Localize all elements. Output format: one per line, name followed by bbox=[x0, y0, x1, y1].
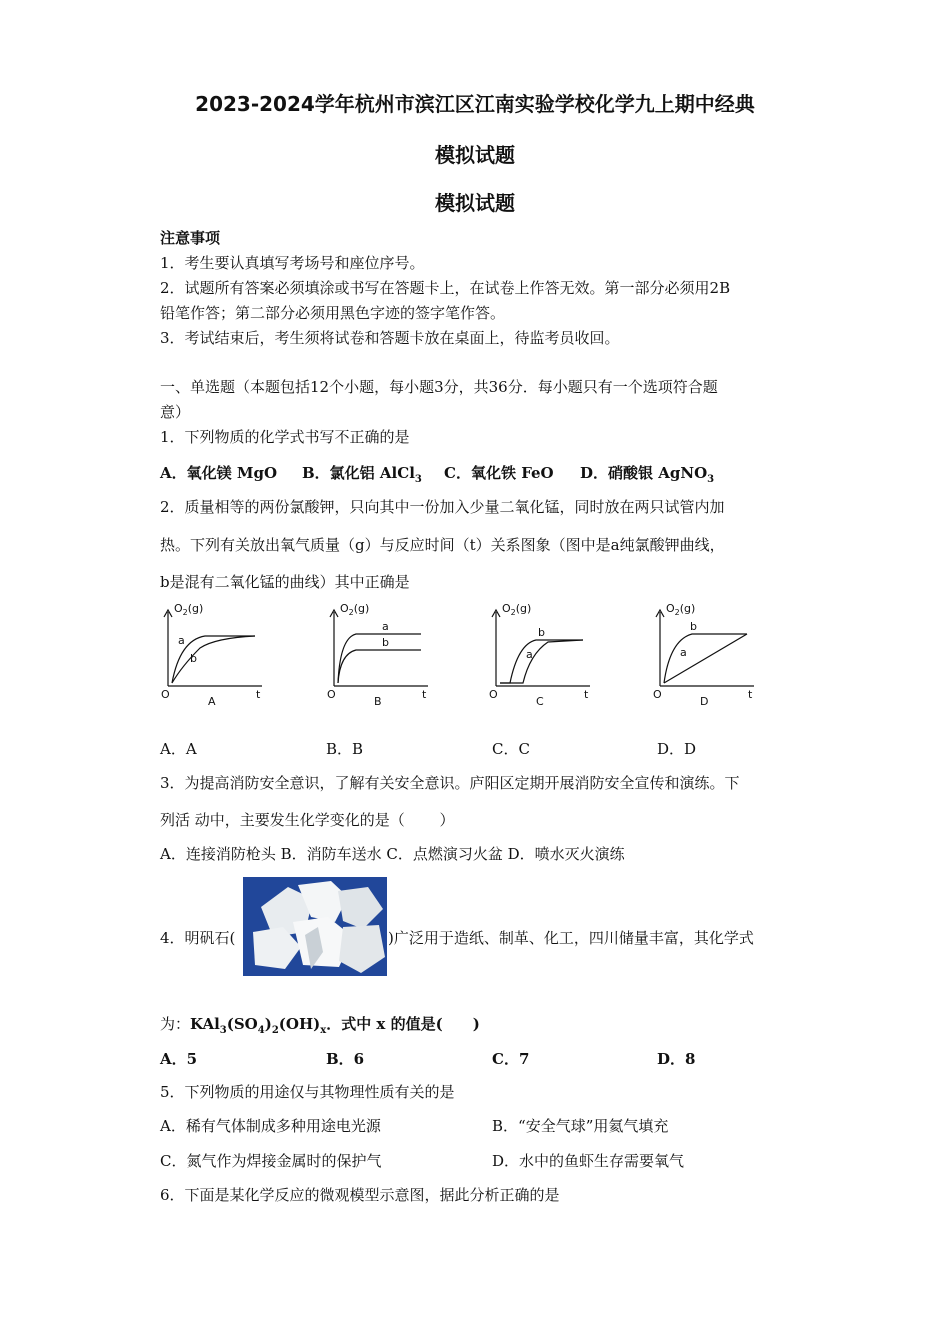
q6-stem: 6．下面是某化学反应的微观模型示意图，据此分析正确的是 bbox=[160, 1186, 560, 1204]
q2-option-a: A．A bbox=[160, 740, 197, 758]
y-axis-label: $O_2(g)$ bbox=[174, 602, 204, 617]
curve-a-label: a bbox=[526, 648, 533, 661]
y-axis-label: $O_2(g)$ bbox=[502, 602, 532, 617]
document-title-line2: 模拟试题 bbox=[435, 143, 515, 167]
x-axis-label: t bbox=[584, 688, 589, 701]
curve-a-label: a bbox=[382, 620, 389, 633]
notice-item: 3．考试结束后，考生须将试卷和答题卡放在桌面上，待监考员收回。 bbox=[160, 329, 620, 347]
curve-b-label: b bbox=[382, 636, 389, 649]
x-axis-label: t bbox=[256, 688, 261, 701]
q4-stem-right: )广泛用于造纸、制革、化工，四川储量丰富，其化学式 bbox=[388, 929, 754, 947]
q2-graph-a bbox=[160, 598, 270, 712]
notice-item: 1．考生要认真填写考场号和座位序号。 bbox=[160, 254, 425, 272]
section-heading: 一、单选题（本题包括12个小题，每小题3分，共36分．每小题只有一个选项符合题 bbox=[160, 378, 718, 396]
notice-heading: 注意事项 bbox=[160, 229, 221, 247]
document-title-line1: 2023-2024学年杭州市滨江区江南实验学校化学九上期中经典 bbox=[195, 92, 755, 116]
curve-b-label: b bbox=[538, 626, 545, 639]
origin-label: O bbox=[489, 688, 498, 701]
section-heading-cont: 意） bbox=[160, 403, 191, 421]
curve-a-label: a bbox=[680, 646, 687, 659]
q5-option-b: B．“安全气球”用氦气填充 bbox=[492, 1117, 669, 1135]
notice-item: 2．试题所有答案必须填涂或书写在答题卡上，在试卷上作答无效。第一部分必须用2B bbox=[160, 279, 731, 297]
q4-option-b: B．6 bbox=[326, 1050, 365, 1068]
q5-option-d: D．水中的鱼虾生存需要氧气 bbox=[492, 1152, 685, 1170]
q1-stem: 1．下列物质的化学式书写不正确的是 bbox=[160, 428, 410, 446]
q2-graph-d bbox=[652, 598, 762, 712]
graph-caption: A bbox=[208, 695, 216, 708]
origin-label: O bbox=[653, 688, 662, 701]
curve-a bbox=[664, 634, 747, 683]
origin-label: O bbox=[161, 688, 170, 701]
x-axis-label: t bbox=[748, 688, 753, 701]
y-axis-label: $O_2(g)$ bbox=[666, 602, 696, 617]
curve-b-label: b bbox=[690, 620, 697, 633]
q5-option-a: A．稀有气体制成多种用途电光源 bbox=[160, 1117, 381, 1135]
curve-a bbox=[338, 634, 421, 683]
q1-option-a: A．氧化镁 MgO bbox=[160, 464, 278, 482]
y-axis-label: $O_2(g)$ bbox=[340, 602, 370, 617]
document-subtitle: 模拟试题 bbox=[435, 191, 515, 215]
origin-label: O bbox=[327, 688, 336, 701]
x-axis-label: t bbox=[422, 688, 427, 701]
q5-option-c: C．氮气作为焊接金属时的保护气 bbox=[160, 1152, 382, 1170]
q1-option-d: D．硝酸银 AgNO$_3$ bbox=[580, 464, 715, 485]
alunite-photo bbox=[243, 877, 387, 976]
graph-caption: B bbox=[374, 695, 382, 708]
q2-graph-b bbox=[326, 598, 436, 712]
q4-option-d: D．8 bbox=[657, 1050, 696, 1068]
q2-option-d: D．D bbox=[657, 740, 697, 758]
q1-option-c: C．氧化铁 FeO bbox=[444, 464, 554, 482]
q4-stem-left: 4．明矾石( bbox=[160, 929, 236, 947]
notice-item: 铅笔作答；第二部分必须用黑色字迹的签字笔作答。 bbox=[160, 304, 506, 322]
q1-option-b: B．氯化铝 AlCl$_3$ bbox=[302, 464, 422, 485]
q4-formula-line: 为：$KAl_3(SO_4)_2(OH)_x$．式中 x 的值是( ) bbox=[160, 1015, 480, 1036]
q3-stem: 3．为提高消防安全意识，了解有关安全意识。庐阳区定期开展消防安全宣传和演练。下 bbox=[160, 774, 740, 792]
curve-a-label: a bbox=[178, 634, 185, 647]
curve-b-label: b bbox=[190, 652, 197, 665]
curve-b bbox=[500, 640, 583, 683]
q4-option-a: A．5 bbox=[160, 1050, 198, 1068]
curve-b bbox=[338, 650, 421, 683]
q2-option-b: B．B bbox=[326, 740, 364, 758]
q2-stem: 2．质量相等的两份氯酸钾，只向其中一份加入少量二氧化锰，同时放在两只试管内加 bbox=[160, 498, 725, 516]
q2-option-c: C．C bbox=[492, 740, 530, 758]
graph-caption: C bbox=[536, 695, 544, 708]
q4-option-c: C．7 bbox=[492, 1050, 530, 1068]
q3-options: A．连接消防枪头 B．消防车送水 C．点燃演习火盆 D．喷水灭火演练 bbox=[160, 845, 625, 863]
q3-stem-cont: 列活 动中，主要发生化学变化的是（ ） bbox=[160, 811, 455, 829]
q2-graph-c bbox=[488, 598, 598, 712]
q2-stem-cont: 热。下列有关放出氧气质量（g）与反应时间（t）关系图象（图中是a纯氯酸钾曲线， bbox=[160, 536, 725, 554]
graph-caption: D bbox=[700, 695, 709, 708]
q5-stem: 5．下列物质的用途仅与其物理性质有关的是 bbox=[160, 1083, 455, 1101]
q2-stem-cont: b是混有二氧化锰的曲线）其中正确是 bbox=[160, 573, 410, 591]
